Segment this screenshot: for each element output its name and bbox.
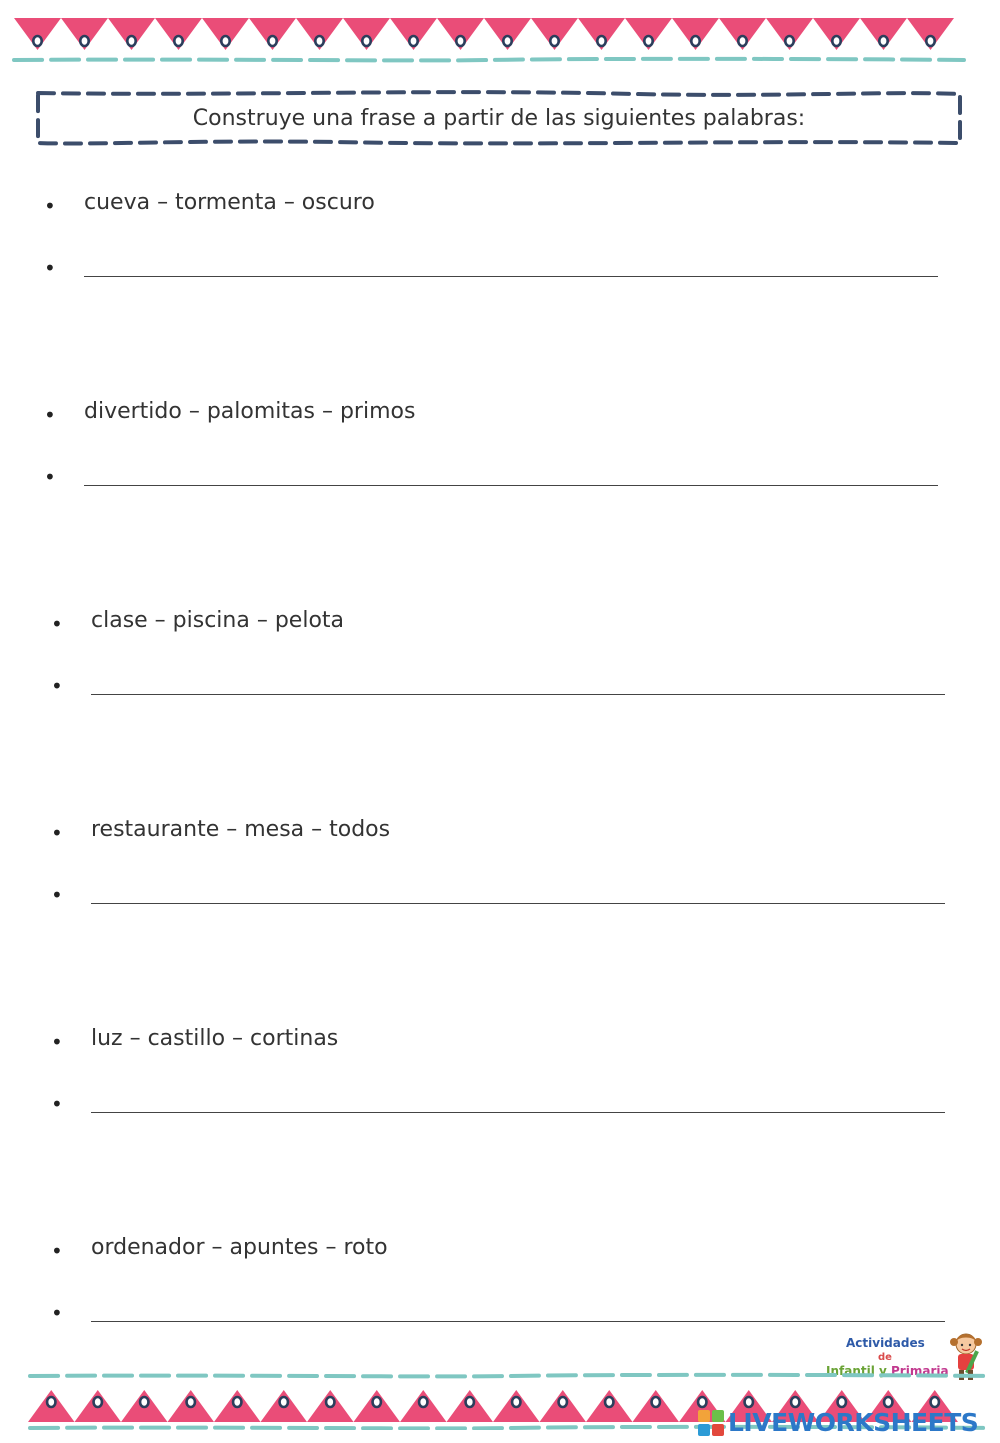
- pennant-dot: [187, 1397, 195, 1407]
- pennant-dot: [884, 1397, 892, 1407]
- pennant-dot: [280, 1397, 288, 1407]
- pennant-dot: [926, 36, 934, 46]
- pennant-dot: [466, 1397, 474, 1407]
- bullet: •: [44, 256, 56, 280]
- bullet: •: [44, 465, 56, 489]
- word-list: luz – castillo – cortinas: [91, 1026, 339, 1051]
- logo-line-1: Actividades: [846, 1336, 925, 1350]
- word-list: cueva – tormenta – oscuro: [84, 190, 375, 215]
- pennant-dot: [791, 1397, 799, 1407]
- word-list: clase – piscina – pelota: [91, 608, 345, 633]
- liveworksheets-logo-icon: [698, 1410, 724, 1436]
- pennant-dot: [503, 36, 511, 46]
- pennant-dot: [233, 1397, 241, 1407]
- pennant-dot: [832, 36, 840, 46]
- liveworksheets-brand: [698, 1408, 994, 1438]
- answer-line[interactable]: [91, 1112, 945, 1113]
- pennant-dot: [362, 36, 370, 46]
- pennant-dot: [550, 36, 558, 46]
- answer-line[interactable]: [91, 903, 945, 904]
- top-decorative-border: [0, 10, 1000, 70]
- teal-dashed-line: [30, 1375, 990, 1377]
- bullet: •: [51, 1092, 63, 1116]
- pennant-dot: [47, 1397, 55, 1407]
- answer-line[interactable]: [91, 694, 945, 695]
- pennant-dot: [691, 36, 699, 46]
- bullet: •: [51, 674, 63, 698]
- bullet: •: [44, 194, 56, 218]
- pennant-dot: [127, 36, 135, 46]
- pennant-dot: [698, 1397, 706, 1407]
- pennant-dot: [456, 36, 464, 46]
- answer-line[interactable]: [84, 485, 938, 486]
- pennant-dot: [419, 1397, 427, 1407]
- pennant-dot: [94, 1397, 102, 1407]
- pennant-dot: [652, 1397, 660, 1407]
- pennant-dot: [512, 1397, 520, 1407]
- bullet: •: [51, 612, 63, 636]
- pennant-dot: [174, 36, 182, 46]
- logo-line-3b: Primaria: [891, 1364, 949, 1378]
- answer-line[interactable]: [84, 276, 938, 277]
- logo-line-3a: Infantil y: [826, 1364, 892, 1378]
- pennant-dot: [409, 36, 417, 46]
- bullet: •: [51, 1301, 63, 1325]
- word-list: ordenador – apuntes – roto: [91, 1235, 388, 1260]
- pennant-dot: [373, 1397, 381, 1407]
- pennant-dot: [605, 1397, 613, 1407]
- pennant-dot: [80, 36, 88, 46]
- answer-line[interactable]: [91, 1321, 945, 1322]
- bullet: •: [51, 1030, 63, 1054]
- pennant-dot: [745, 1397, 753, 1407]
- pennant-dot: [326, 1397, 334, 1407]
- pennant-dot: [738, 36, 746, 46]
- liveworksheets-wordmark: LIVEWORKSHEETS: [728, 1408, 979, 1437]
- bullet: •: [51, 1239, 63, 1263]
- pennant-dot: [221, 36, 229, 46]
- bullet: •: [51, 821, 63, 845]
- pennant-dot: [268, 36, 276, 46]
- word-list: restaurante – mesa – todos: [91, 817, 391, 842]
- pennant-dot: [879, 36, 887, 46]
- pennant-dot: [597, 36, 605, 46]
- pennant-dot: [838, 1397, 846, 1407]
- logo-line-2: de: [878, 1352, 892, 1363]
- pennant-dot: [931, 1397, 939, 1407]
- pennant-dot: [559, 1397, 567, 1407]
- pennant-dot: [33, 36, 41, 46]
- word-list: divertido – palomitas – primos: [84, 399, 416, 424]
- instruction-text: Construye una frase a partir de las siguientes palabras:: [192, 105, 806, 131]
- teal-dashed-line: [14, 59, 964, 61]
- bullet: •: [51, 883, 63, 907]
- bullet: •: [44, 403, 56, 427]
- instruction-box: [36, 90, 962, 146]
- pennant-dot: [315, 36, 323, 46]
- pennant-dot: [644, 36, 652, 46]
- pennant-dot: [785, 36, 793, 46]
- pennant-dot: [140, 1397, 148, 1407]
